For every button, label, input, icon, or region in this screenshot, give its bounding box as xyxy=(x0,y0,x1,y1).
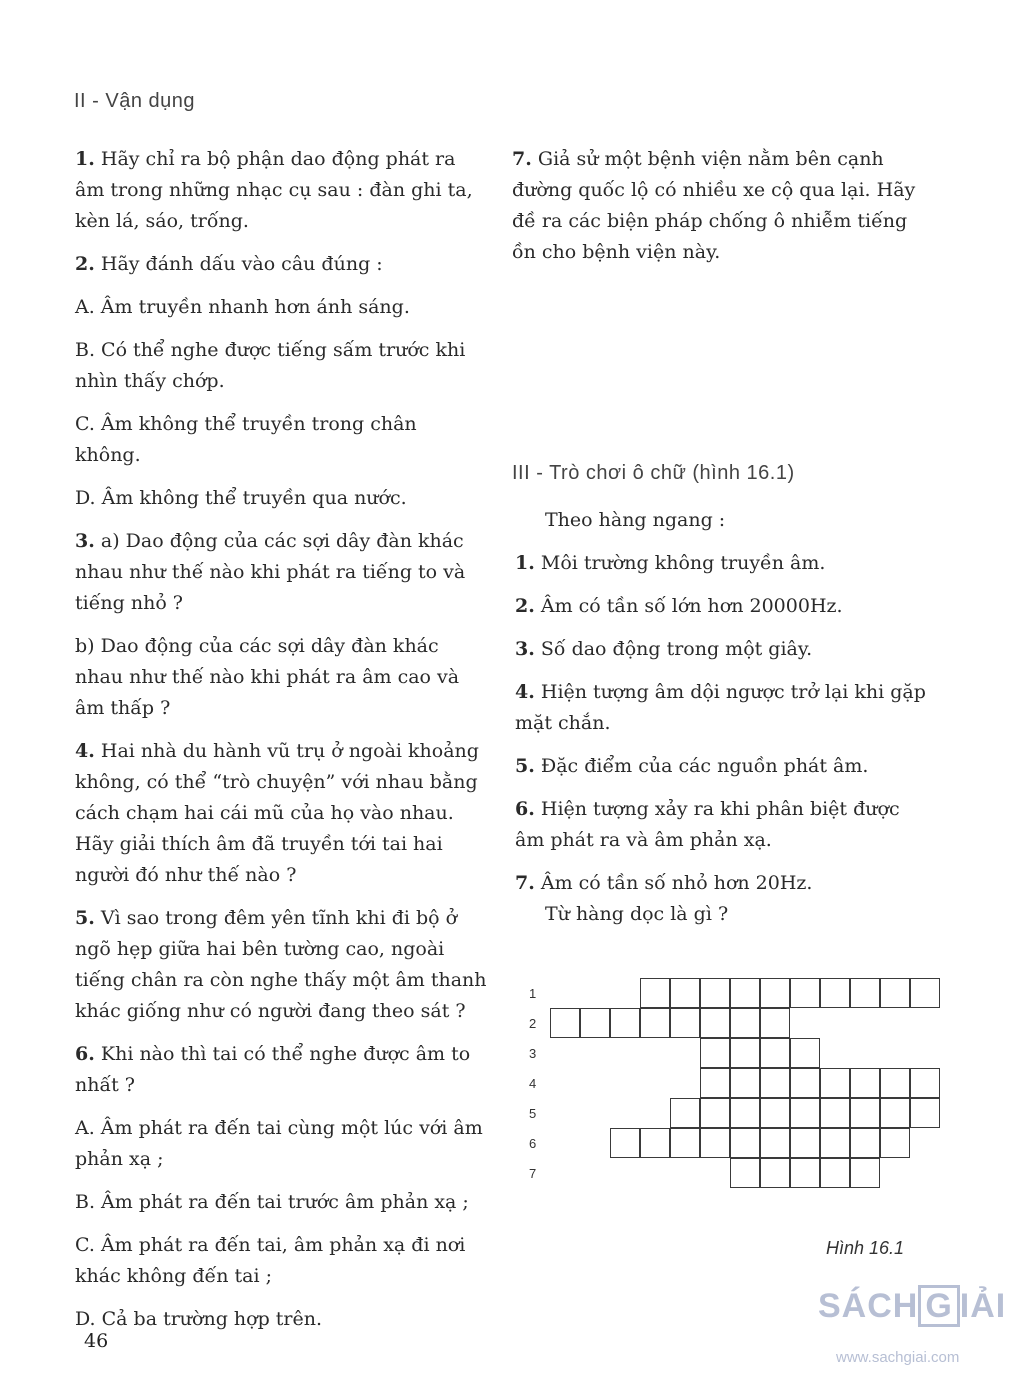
grid-cell xyxy=(760,1128,790,1158)
grid-row-label: 1 xyxy=(529,986,537,1001)
page-number: 46 xyxy=(84,1330,109,1352)
clue-3 xyxy=(515,634,927,665)
question-number: 3. xyxy=(75,530,95,552)
watermark-logo xyxy=(818,1285,1018,1375)
grid-cell xyxy=(760,1008,790,1038)
figure-caption: Hình 16.1 xyxy=(826,1238,905,1258)
grid-cell xyxy=(700,1038,730,1068)
question-4 xyxy=(75,736,487,891)
clue-number: 6. xyxy=(515,798,535,820)
grid-cell xyxy=(730,1098,760,1128)
question-text: Khi nào thì tai có thể nghe được âm to nhất ? xyxy=(75,1043,471,1096)
question-2 xyxy=(75,249,487,280)
clue-number: 7. xyxy=(515,872,535,894)
question-number: 7. xyxy=(512,148,532,170)
watermark-brand xyxy=(818,1285,1006,1327)
grid-cell xyxy=(850,1068,880,1098)
grid-cell xyxy=(610,1128,640,1158)
grid-cell xyxy=(910,1068,940,1098)
grid-row-label: 4 xyxy=(529,1076,537,1091)
clue-7 xyxy=(515,868,927,899)
answer-option: A. Âm phát ra đến tai cùng một lúc với âm phản xạ ; xyxy=(75,1117,483,1170)
clue-2 xyxy=(515,591,927,622)
grid-cell xyxy=(880,1068,910,1098)
grid-cell xyxy=(700,1008,730,1038)
grid-cell xyxy=(790,1128,820,1158)
question-text: Vì sao trong đêm yên tĩnh khi đi bộ ở ngõ hẹp giữa hai bên tường cao, ngoài tiếng chân ra còn nghe thấy một âm thanh khác giống như có người đang theo sát ? xyxy=(75,907,487,1022)
left-column xyxy=(75,144,487,1347)
watermark-right: IẢI xyxy=(959,1287,1007,1325)
question-text: a) Dao động của các sợi dây đàn khác nhau như thế nào khi phát ra tiếng to và tiếng nhỏ ? xyxy=(75,530,466,614)
watermark-url: www.sachgiai.com xyxy=(836,1349,960,1366)
answer-option: D. Cả ba trường hợp trên. xyxy=(75,1308,323,1330)
grid-row-label: 5 xyxy=(529,1106,537,1121)
grid-cell xyxy=(640,1008,670,1038)
grid-cell xyxy=(820,978,850,1008)
clue-text: Hiện tượng xảy ra khi phân biệt được âm phát ra và âm phản xạ. xyxy=(515,798,900,851)
grid-cell xyxy=(730,1128,760,1158)
section-3-heading: III - Trò chơi ô chữ (hình 16.1) xyxy=(512,462,795,484)
question-text: Giả sử một bệnh viện nằm bên cạnh đường quốc lộ có nhiều xe cộ qua lại. Hãy đề ra các biện pháp chống ô nhiễm tiếng ồn cho bệnh viện này. xyxy=(512,148,916,263)
crossword-clues xyxy=(515,505,927,942)
clue-text: Âm có tần số nhỏ hơn 20Hz. xyxy=(540,872,813,894)
watermark-left: SÁCH xyxy=(818,1287,919,1325)
grid-cell xyxy=(670,978,700,1008)
grid-cell xyxy=(550,1008,580,1038)
answer-option: A. Âm truyền nhanh hơn ánh sáng. xyxy=(75,296,410,318)
grid-cell xyxy=(760,1038,790,1068)
vertical-question: Từ hàng dọc là gì ? xyxy=(545,903,729,925)
grid-row-label: 7 xyxy=(529,1166,537,1181)
grid-cell xyxy=(850,1158,880,1188)
grid-cell xyxy=(820,1158,850,1188)
right-column-top xyxy=(512,144,924,280)
clue-1 xyxy=(515,548,927,579)
grid-cell xyxy=(640,978,670,1008)
clue-text: Môi trường không truyền âm. xyxy=(540,552,826,574)
clue-4 xyxy=(515,677,927,739)
grid-cell xyxy=(760,1068,790,1098)
grid-row-label: 2 xyxy=(529,1016,537,1031)
grid-cell xyxy=(880,1128,910,1158)
clue-6 xyxy=(515,794,927,856)
grid-cell xyxy=(610,1008,640,1038)
grid-cell xyxy=(640,1128,670,1158)
grid-cell xyxy=(790,1098,820,1128)
question-number: 4. xyxy=(75,740,95,762)
grid-cell xyxy=(790,1158,820,1188)
watermark-box: G xyxy=(918,1285,959,1327)
question-7 xyxy=(512,144,924,268)
clue-text: Số dao động trong một giây. xyxy=(540,638,813,660)
question-number: 2. xyxy=(75,253,95,275)
grid-cell xyxy=(670,1008,700,1038)
grid-cell xyxy=(580,1008,610,1038)
grid-cell xyxy=(700,1068,730,1098)
grid-row-label: 3 xyxy=(529,1046,537,1061)
grid-cell xyxy=(820,1068,850,1098)
grid-cell xyxy=(670,1128,700,1158)
question-text: Hai nhà du hành vũ trụ ở ngoài khoảng không, có thể “trò chuyện” với nhau bằng cách chạm hai cái mũ của họ vào nhau. Hãy giải thích âm đã truyền tới tai hai người đó như thế nào ? xyxy=(75,740,479,886)
clues-intro: Theo hàng ngang : xyxy=(545,509,726,531)
grid-cell xyxy=(730,1008,760,1038)
grid-cell xyxy=(820,1098,850,1128)
clue-number: 1. xyxy=(515,552,535,574)
answer-option: B. Âm phát ra đến tai trước âm phản xạ ; xyxy=(75,1191,469,1213)
question-text: Hãy đánh dấu vào câu đúng : xyxy=(100,253,383,275)
answer-option: D. Âm không thể truyền qua nước. xyxy=(75,487,407,509)
question-6 xyxy=(75,1039,487,1101)
grid-cell xyxy=(760,1098,790,1128)
question-1 xyxy=(75,144,487,237)
grid-cell xyxy=(910,1098,940,1128)
question-5 xyxy=(75,903,487,1027)
grid-cell xyxy=(730,978,760,1008)
clue-number: 4. xyxy=(515,681,535,703)
grid-cell xyxy=(760,978,790,1008)
grid-cell xyxy=(850,978,880,1008)
clue-number: 3. xyxy=(515,638,535,660)
section-2-heading: II - Vận dụng xyxy=(74,90,196,112)
grid-cell xyxy=(790,978,820,1008)
answer-option: C. Âm phát ra đến tai, âm phản xạ đi nơi khác không đến tai ; xyxy=(75,1234,466,1287)
clue-text: Hiện tượng âm dội ngược trở lại khi gặp mặt chắn. xyxy=(515,681,926,734)
question-text: Hãy chỉ ra bộ phận dao động phát ra âm trong những nhạc cụ sau : đàn ghi ta, kèn lá, sáo, trống. xyxy=(75,148,473,232)
grid-cell xyxy=(700,1128,730,1158)
question-number: 5. xyxy=(75,907,95,929)
grid-cell xyxy=(880,1098,910,1128)
question-number: 6. xyxy=(75,1043,95,1065)
clue-5 xyxy=(515,751,927,782)
question-3a xyxy=(75,526,487,619)
grid-cell xyxy=(910,978,940,1008)
grid-cell xyxy=(850,1128,880,1158)
grid-cell xyxy=(730,1068,760,1098)
grid-cell xyxy=(700,1098,730,1128)
grid-cell xyxy=(700,978,730,1008)
crossword-grid xyxy=(525,978,925,1208)
grid-cell xyxy=(880,978,910,1008)
grid-cell xyxy=(730,1038,760,1068)
grid-cell xyxy=(670,1098,700,1128)
grid-cell xyxy=(850,1098,880,1128)
clue-text: Đặc điểm của các nguồn phát âm. xyxy=(540,755,869,777)
answer-option: C. Âm không thể truyền trong chân không. xyxy=(75,413,417,466)
grid-cell xyxy=(790,1038,820,1068)
clue-text: Âm có tần số lớn hơn 20000Hz. xyxy=(540,595,843,617)
grid-cell xyxy=(790,1068,820,1098)
question-3b: b) Dao động của các sợi dây đàn khác nhau như thế nào khi phát ra âm cao và âm thấp ? xyxy=(75,635,460,719)
answer-option: B. Có thể nghe được tiếng sấm trước khi nhìn thấy chớp. xyxy=(75,339,466,392)
grid-cell xyxy=(760,1158,790,1188)
clue-number: 5. xyxy=(515,755,535,777)
grid-cell xyxy=(820,1128,850,1158)
grid-cell xyxy=(730,1158,760,1188)
clue-number: 2. xyxy=(515,595,535,617)
grid-row-label: 6 xyxy=(529,1136,537,1151)
question-number: 1. xyxy=(75,148,95,170)
